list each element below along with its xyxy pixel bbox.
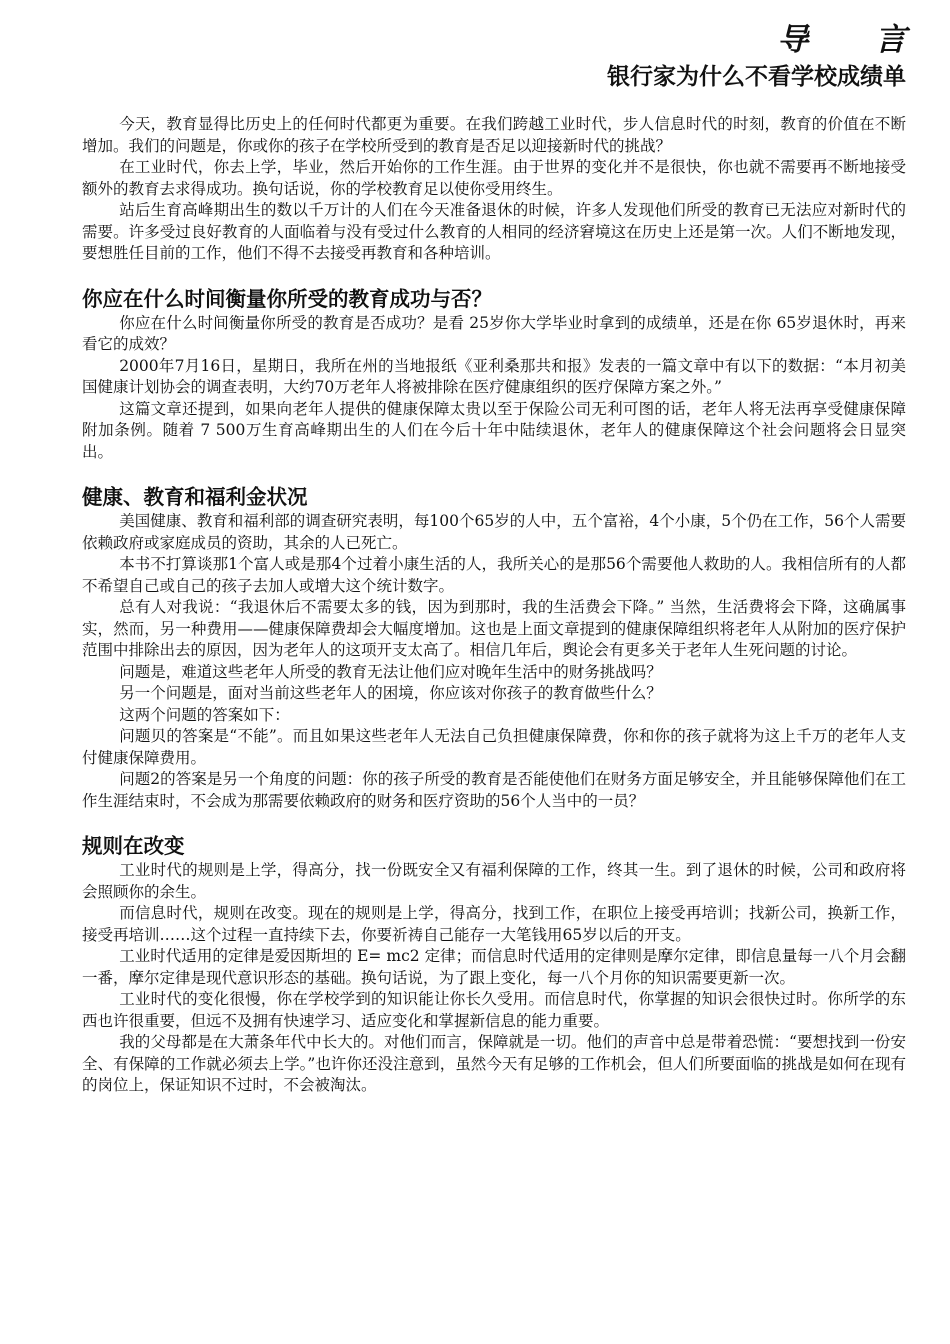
paragraph: 这篇文章还提到，如果向老年人提供的健康保障太贵以至于保险公司无利可图的话，老年人将无法再享受健康保障附加条例。随着 7 500万生育高峰期出生的人们在今后十年中陆续退休，老年人的健康保障这个社会问题将会日显突出。 — [82, 399, 906, 461]
paragraph: 问题2的答案是另一个角度的问题：你的孩子所受的教育是否能使他们在财务方面足够安全，并且能够保障他们在工作生涯结束时，不会成为那需要依赖政府的财务和医疗资助的56个人当中的一员？ — [82, 770, 906, 810]
paragraph: 本书不打算谈那1个富人或是那4个过着小康生活的人，我所关心的是那56个需要他人救助的人。我相信所有的人都不希望自己或自己的孩子去加人或增大这个统计数字。 — [82, 555, 906, 595]
section-rules-changing — [82, 833, 906, 1097]
paragraph: 总有人对我说：“我退休后不需要太多的钱，因为到那时，我的生活费会下降。” 当然，生活费将会下降，这确属事实，然而，另一种费用——健康保障费却会大幅度增加。这也是上面文章提到的健康保障组织将老年人从附加的医疗保护范围中排除出去的原因，因为老年人的这项开支太高了。相信几年后，舆论会有更多关于老年人生死问题的讨论。 — [82, 598, 906, 659]
paragraph: 问题贝的答案是“不能”。而且如果这些老年人无法自己负担健康保障费，你和你的孩子就将为这上千万的老年人支付健康保障费用。 — [82, 727, 906, 767]
section-heading: 健康、教育和福利金状况 — [82, 485, 308, 509]
section-health-education-welfare — [82, 484, 906, 812]
paragraph: 问题是，难道这些老年人所受的教育无法让他们应对晚年生活中的财务挑战吗？ — [119, 662, 662, 681]
paragraph: 另一个问题是，面对当前这些老年人的困境，你应该对你孩子的教育做些什么？ — [119, 684, 662, 702]
section-heading: 你应在什么时间衡量你所受的教育成功与否？ — [82, 286, 492, 311]
paragraph: 今天，教育显得比历史上的任何时代都更为重要。在我们跨越工业时代，步人信息时代的时刻，教育的价值在不断增加。我们的问题是，你或你的孩子在学校所受到的教育是否足以迎接新时代的挑战？ — [82, 115, 906, 155]
section-education-timing — [82, 286, 906, 464]
paragraph: 你应在什么时间衡量你所受的教育是否成功？是看 25岁你大学毕业时拿到的成绩单，还是在你 65岁退休时，再来看它的成效？ — [82, 313, 906, 353]
paragraph: 站后生育高峰期出生的数以千万计的人们在今天准备退休的时候，许多人发现他们所受的教育已无法应对新时代的需要。许多受过良好教育的人面临着与没有受过什么教育的人相同的经济窘境这在历史上还是第一次。人们不断地发现，要想胜任目前的工作，他们不得不去接受再教育和各种培训。 — [82, 201, 906, 262]
paragraph: 2000年7月16日，星期日，我所在州的当地报纸《亚利桑那共和报》发表的一篇文章中有以下的数据：“本月初美国健康计划协会的调查表明，大约70万老年人将被排除在医疗健康组织的医疗保障方案之外。” — [82, 356, 906, 396]
paragraph: 工业时代的规则是上学，得高分，找一份既安全又有福利保障的工作，终其一生。到了退休的时候，公司和政府将会照顾你的余生。 — [82, 861, 906, 901]
intro-section — [82, 114, 906, 265]
paragraph: 工业时代的变化很慢，你在学校学到的知识能让你长久受用。而信息时代，你掌握的知识会很快过时。你所学的东西也许很重要，但远不及拥有快速学习、适应变化和掌握新信息的能力重要。 — [82, 990, 906, 1030]
paragraph: 而信息时代，规则在改变。现在的规则是上学，得高分，找到工作，在职位上接受再培训；找新公司，换新工作，接受再培训……这个过程一直持续下去，你要祈祷自己能存一大笔钱用65岁以后的开支。 — [82, 904, 906, 944]
paragraph: 我的父母都是在大萧条年代中长大的。对他们而言，保障就是一切。他们的声音中总是带着恐慌：“要想找到一份安全、有保障的工作就必须去上学。”也许你还没注意到，虽然今天有足够的工作机会，但人们所要面临的挑战是如何在现有的岗位上，保证知识不过时，不会被淘汰。 — [82, 1033, 906, 1094]
paragraph: 这两个问题的答案如下： — [119, 705, 290, 724]
chapter-title: 导 言 — [777, 22, 934, 58]
paragraph: 美国健康、教育和福利部的调查研究表明，每100个65岁的人中，五个富裕，4个小康，5个仍在工作，56个人需要依赖政府或家庭成员的资助，其余的人已死亡。 — [82, 512, 906, 552]
chapter-subtitle: 银行家为什么不看学校成绩单 — [607, 64, 906, 90]
section-heading: 规则在改变 — [82, 834, 185, 858]
document-body — [82, 114, 906, 1097]
chapter-header — [82, 20, 934, 92]
paragraph: 工业时代适用的定律是爱因斯坦的 E= mc2 定律；而信息时代适用的定律则是摩尔定律，即信息量每一八个月会翻一番，摩尔定律是现代意识形态的基础。换句话说，为了跟上变化，每一八个月你的知识需要更新一次。 — [82, 947, 906, 987]
paragraph: 在工业时代，你去上学，毕业，然后开始你的工作生涯。由于世界的变化并不是很快，你也就不需要再不断地接受额外的教育去求得成功。换句话说，你的学校教育足以使你受用终生。 — [82, 158, 906, 198]
